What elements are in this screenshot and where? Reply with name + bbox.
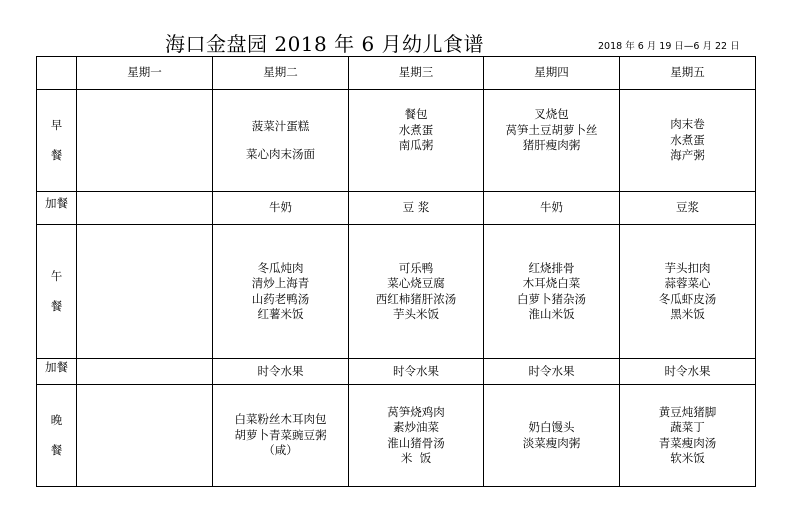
- menu-cell: [213, 90, 349, 192]
- dish: 水煮蛋: [398, 122, 434, 137]
- page-title: 海口金盘园 2018 年 6 月幼儿食谱: [165, 32, 485, 56]
- dish: 菠菜汁蛋糕: [251, 119, 310, 133]
- meal-label-char: 晚: [50, 413, 63, 427]
- date-range: 2018 年 6 月 19 日—6 月 22 日: [598, 41, 740, 52]
- dish: 红薯米饭: [257, 307, 304, 321]
- dish: 胡萝卜青菜豌豆粥: [234, 427, 327, 442]
- menu-cell: [484, 385, 620, 487]
- dish: 叉烧包: [534, 107, 569, 121]
- menu-cell: 豆 浆: [349, 192, 484, 225]
- dish: 淮山米饭: [528, 307, 575, 321]
- dish: 冬瓜虾皮汤: [658, 291, 717, 306]
- meal-label-char: 早: [50, 118, 63, 132]
- dish: 木耳烧白菜: [522, 276, 581, 290]
- corner-cell: [37, 57, 77, 90]
- menu-cell: [349, 225, 484, 359]
- dish: 奶白馒头: [528, 420, 575, 434]
- meal-label-char: 午: [50, 269, 63, 283]
- meal-label-lunch: [37, 225, 77, 359]
- dish: 白萝卜猪杂汤: [517, 291, 586, 306]
- dish: 红烧排骨: [528, 260, 575, 275]
- meal-label-snack: 加餐: [37, 359, 77, 385]
- menu-cell: 牛奶: [213, 192, 349, 225]
- meal-label-snack: 加餐: [37, 192, 77, 225]
- day-header: 星期五: [620, 57, 756, 90]
- dish: 南瓜粥: [398, 138, 434, 152]
- dish: 西红柿猪肝浓汤: [375, 291, 457, 306]
- menu-cell: 时令水果: [620, 359, 756, 385]
- dish: 芋头米饭: [393, 307, 439, 321]
- meal-label-char: 餐: [50, 298, 63, 313]
- dish: 可乐鸭: [398, 260, 434, 275]
- day-header: 星期四: [484, 57, 620, 90]
- meal-label-char: 餐: [50, 147, 63, 162]
- dish: 肉末卷: [670, 117, 705, 132]
- dish: 清炒上海青: [251, 276, 310, 290]
- menu-cell: [620, 385, 756, 487]
- breakfast-row: [37, 90, 756, 192]
- menu-cell: [77, 192, 213, 225]
- dish: 莴笋土豆胡萝卜丝: [505, 122, 598, 137]
- menu-cell: [620, 90, 756, 192]
- day-header: 星期一: [77, 57, 213, 90]
- dish: 菜心烧豆腐: [387, 276, 445, 290]
- dinner-row: [37, 385, 756, 487]
- snack-row-afternoon: [37, 359, 756, 385]
- dish: 莴笋烧鸡肉: [387, 404, 445, 419]
- dish: 青菜瘦肉汤: [658, 435, 717, 450]
- menu-cell: [484, 225, 620, 359]
- dish: 米 饭: [400, 451, 432, 465]
- dish: 蔬菜丁: [670, 420, 705, 434]
- header-row: [37, 57, 756, 90]
- menu-cell: 时令水果: [213, 359, 349, 385]
- menu-cell: [620, 225, 756, 359]
- dish: 芋头扣肉: [664, 260, 711, 275]
- dish: 海产粥: [670, 148, 705, 163]
- dish: 淡菜瘦肉粥: [522, 435, 581, 450]
- dish: 软米饭: [670, 451, 705, 465]
- menu-cell: 时令水果: [349, 359, 484, 385]
- menu-cell: [77, 385, 213, 487]
- day-header: 星期二: [213, 57, 349, 90]
- dish: 菜心肉末汤面: [246, 146, 315, 161]
- dish: 白菜粉丝木耳肉包: [234, 412, 327, 427]
- meal-label-dinner: [37, 385, 77, 487]
- day-header: 星期三: [349, 57, 484, 90]
- dish: 水煮蛋: [670, 132, 705, 147]
- meal-label-breakfast: [37, 90, 77, 192]
- dish: 淮山猪骨汤: [387, 435, 445, 450]
- dish: 餐包: [404, 107, 428, 121]
- dish: 黄豆炖猪脚: [658, 404, 717, 419]
- snack-row-morning: [37, 192, 756, 225]
- menu-table: [36, 56, 756, 487]
- dish: 素炒油菜: [393, 420, 439, 434]
- menu-cell: [349, 385, 484, 487]
- menu-cell: [213, 225, 349, 359]
- menu-cell: [77, 359, 213, 385]
- menu-cell: [213, 385, 349, 487]
- dish: 山药老鸭汤: [251, 291, 310, 306]
- menu-cell: 牛奶: [484, 192, 620, 225]
- dish: （咸）: [263, 443, 298, 458]
- dish: 猪肝瘦肉粥: [522, 138, 581, 152]
- dish: 蒜蓉菜心: [664, 276, 711, 290]
- menu-cell: 豆浆: [620, 192, 756, 225]
- dish: 黑米饭: [670, 307, 705, 321]
- menu-cell: [349, 90, 484, 192]
- menu-cell: [77, 225, 213, 359]
- dish: 冬瓜炖肉: [257, 260, 304, 275]
- lunch-row: [37, 225, 756, 359]
- menu-cell: [77, 90, 213, 192]
- menu-cell: [484, 90, 620, 192]
- menu-cell: 时令水果: [484, 359, 620, 385]
- meal-label-char: 餐: [50, 442, 63, 457]
